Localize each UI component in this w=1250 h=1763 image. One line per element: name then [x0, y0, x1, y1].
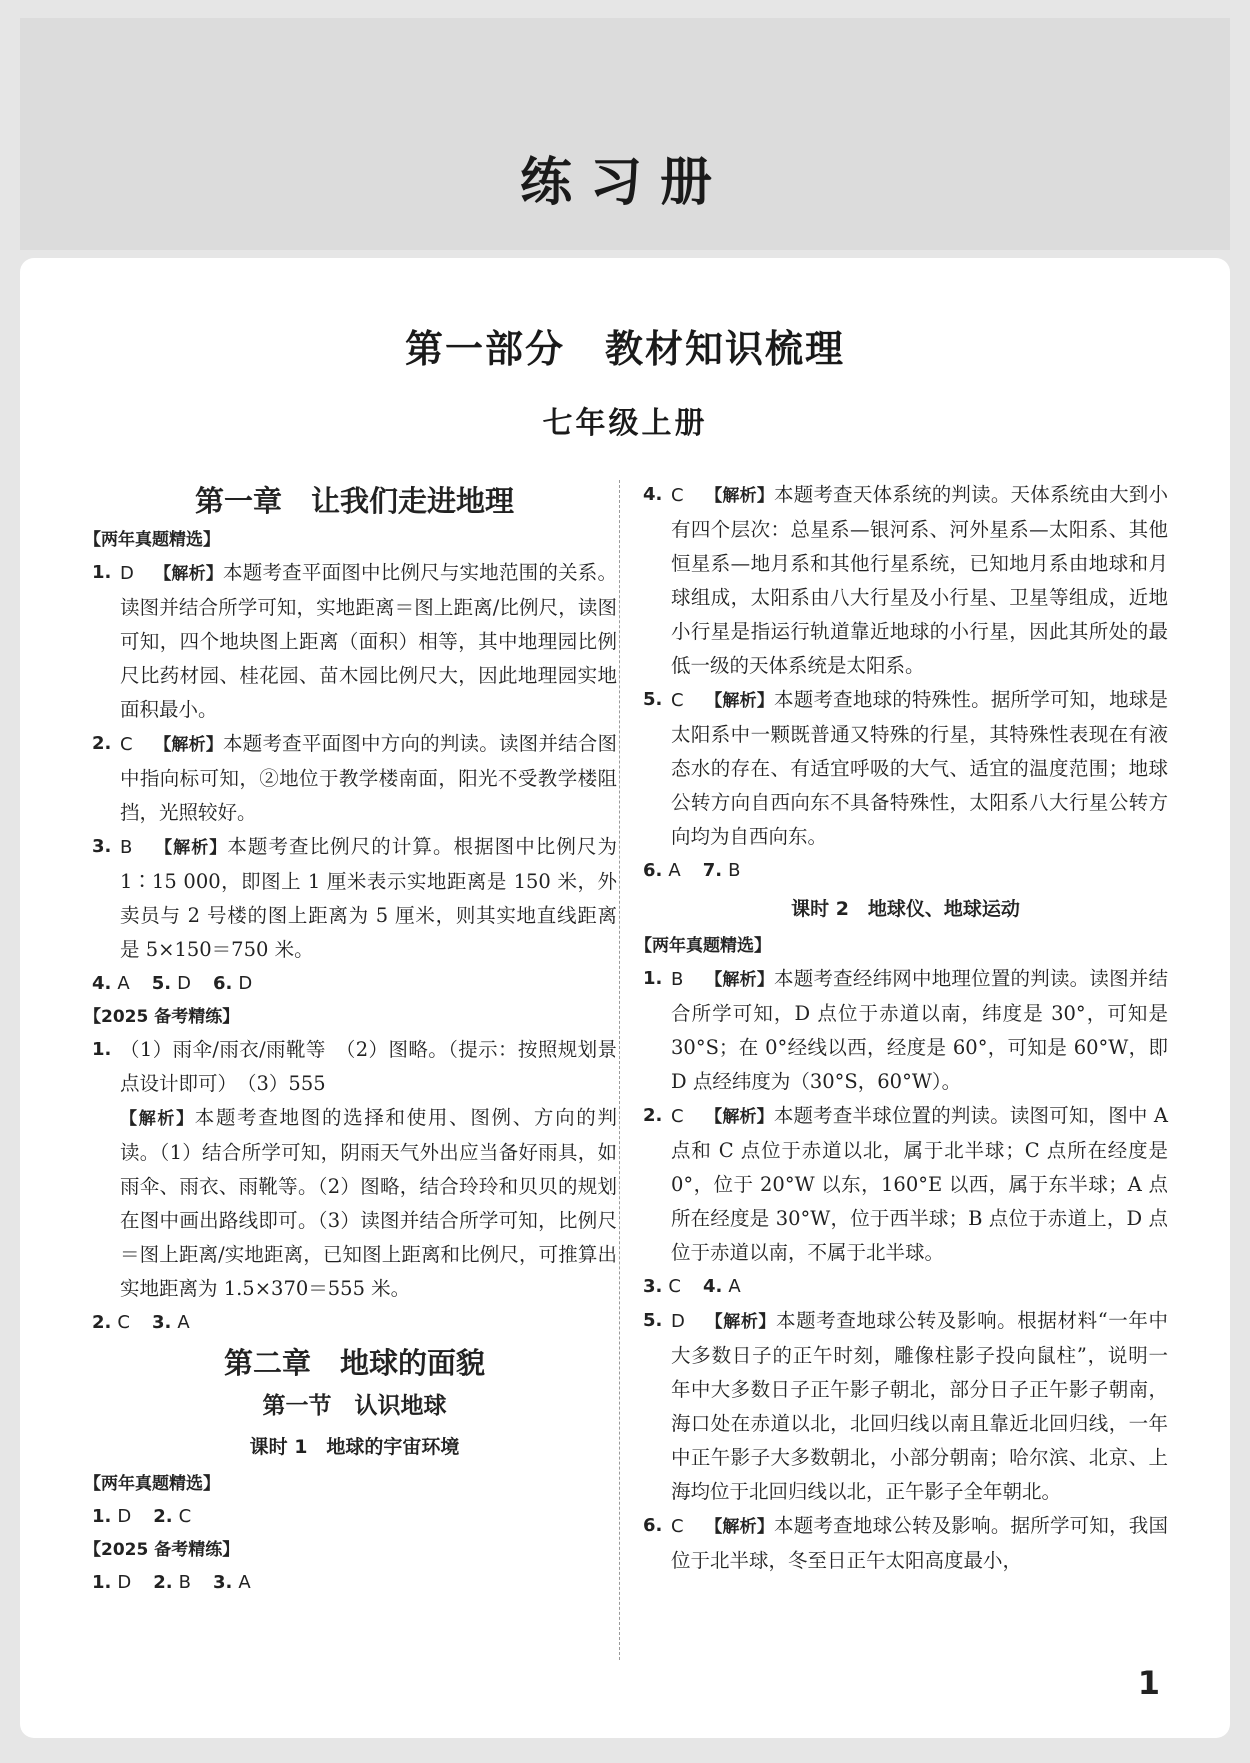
answer-item [92, 727, 617, 830]
answer-item [643, 1099, 1168, 1270]
question-number: 4. [643, 484, 663, 505]
analysis-tag: 【解析】 [154, 735, 224, 755]
part-title-name: 教材知识梳理 [605, 327, 846, 371]
question-number: 1. [92, 562, 112, 583]
answer-letter: B [178, 1572, 191, 1593]
question-number: 6. [643, 1515, 663, 1536]
answer-letter: C [671, 485, 684, 506]
section-heading: 第一节 认识地球 [262, 1393, 447, 1419]
short-answers [92, 1566, 617, 1600]
answer-letter: D [671, 1311, 685, 1332]
answer-letter: D [117, 1572, 132, 1593]
analysis-block [92, 1101, 617, 1306]
question-number: 3. [212, 1572, 233, 1593]
analysis-text: 本题考查地球公转及影响。根据材料“一年中大多数日子的正午时刻，雕像柱影子投向鼠柱”，说明一年中大多数日子正午影子朝北，部分日子正午影子朝南，海口处在赤道以北，北回归线以南且靠近北回归线，一年中正午影子大多数朝北，小部分朝南；哈尔滨、北京、上海均位于北回归线以北，正午影子全年朝北。 [671, 1309, 1168, 1503]
answer-item [643, 1509, 1168, 1578]
analysis-tag: 【解析】 [120, 1109, 195, 1129]
part-title [20, 318, 1230, 373]
short-answers [643, 854, 1168, 888]
answer-body [120, 556, 617, 727]
right-column [635, 478, 1168, 1578]
book-title: 练习册 [519, 153, 730, 213]
chapter-heading: 第一章 让我们走进地理 [194, 484, 514, 518]
analysis-tag: 【解析】 [154, 838, 228, 858]
answer-letter: D [238, 973, 253, 994]
answer-letter: C [178, 1506, 192, 1527]
analysis-text: 本题考查平面图中比例尺与实地范围的关系。读图并结合所学可知，实地距离＝图上距离/比例尺，读图可知，四个地块图上距离（面积）相等，其中地理园比例尺比药材园、桂花园、苗木园比例尺大，因此地理园实地面积最小。 [120, 561, 617, 721]
answer-letter: A [117, 973, 130, 994]
answer-letter: C [671, 1106, 684, 1127]
section-tag: 【两年真题精选】 [635, 936, 771, 956]
analysis-text: 本题考查平面图中方向的判读。读图并结合图中指向标可知，②地位于教学楼南面，阳光不受教学楼阻挡，光照较好。 [120, 732, 617, 824]
question-number: 1. [92, 1506, 112, 1527]
answer-letter: A [238, 1572, 251, 1593]
short-answers [92, 1306, 617, 1340]
question-number: 3. [643, 1276, 663, 1297]
question-number: 1. [643, 968, 663, 989]
section-tag: 【2025 备考精练】 [84, 1540, 240, 1560]
answer-letter: C [671, 690, 684, 711]
section-tag: 【两年真题精选】 [84, 530, 220, 550]
page-number: 1 [1137, 1664, 1160, 1702]
question-number: 4. [92, 973, 112, 994]
question-number: 2. [153, 1506, 173, 1527]
page-sheet [20, 258, 1230, 1738]
analysis-tag: 【解析】 [705, 1312, 777, 1332]
analysis-text: 本题考查地球的特殊性。据所学可知，地球是太阳系中一颗既普通又特殊的行星，其特殊性表现在有液态水的存在、有适宜呼吸的大气、适宜的温度范围；地球公转方向自西向东不具备特殊性，太阳系八大行星公转方向均为自西向东。 [671, 688, 1168, 848]
answer-letter: C [668, 1276, 681, 1297]
question-number: 3. [92, 836, 112, 857]
answer-item [643, 478, 1168, 683]
header-band [20, 18, 1230, 250]
answer-letter: A [728, 1276, 741, 1297]
answer-letter: C [117, 1312, 130, 1333]
answer-letter: C [120, 734, 133, 755]
question-number: 2. [153, 1572, 173, 1593]
analysis-text: 本题考查天体系统的判读。天体系统由大到小有四个层次：总星系—银河系、河外星系—太阳系、其他恒星系—地月系和其他行星系统，已知地月系由地球和月球组成，太阳系由八大行星及小行星、卫星等组成，近地小行星是指运行轨道靠近地球的小行星，因此其所处的最低一级的天体系统是太阳系。 [671, 483, 1168, 677]
short-answers [643, 1270, 1168, 1304]
answer-letter: D [120, 563, 134, 584]
question-number: 3. [151, 1312, 172, 1333]
analysis-tag: 【解析】 [154, 564, 224, 584]
answer-body [671, 1304, 1168, 1509]
analysis-text: 本题考查经纬网中地理位置的判读。读图并结合所学可知，D 点位于赤道以南，纬度是 30°，可知是 30°S；在 0°经线以西，经度是 60°，可知是 60°W，即 D 点经纬度为（30°S，60°W）。 [671, 967, 1168, 1093]
analysis-tag: 【解析】 [705, 970, 775, 990]
short-answers [92, 1500, 617, 1534]
answer-letter: A [668, 860, 681, 881]
question-number: 2. [643, 1105, 663, 1126]
answer-body [671, 478, 1168, 683]
answer-body [671, 962, 1168, 1099]
chapter-heading: 第二章 地球的面貌 [223, 1346, 485, 1380]
answer-item [643, 1304, 1168, 1509]
section-tag: 【2025 备考精练】 [84, 1007, 240, 1027]
answer-letter: B [671, 969, 684, 990]
grade-title: 七年级上册 [542, 406, 708, 441]
answer-letter: B [728, 860, 741, 881]
analysis-text: 本题考查地球公转及影响。据所学可知，我国位于北半球，冬至日正午太阳高度最小， [671, 1514, 1168, 1572]
answer-letter: D [177, 973, 191, 994]
question-number: 7. [702, 860, 723, 881]
question-number: 6. [212, 973, 233, 994]
analysis-text: 本题考查半球位置的判读。读图可知，图中 A 点和 C 点位于赤道以北，属于北半球；C 点所在经度是 0°，位于 20°W 以东，160°E 以西，属于东半球；A 点所在经度是 30°W，位于西半球；B 点位于赤道上，D 点位于赤道以南，不属于北半球。 [671, 1104, 1168, 1264]
answer-letter: D [117, 1506, 132, 1527]
question-number: 4. [702, 1276, 723, 1297]
question-number: 6. [643, 860, 663, 881]
answer-letter: B [120, 837, 133, 858]
lesson-heading: 课时 1 地球的宇宙环境 [249, 1436, 460, 1458]
answer-item [92, 556, 617, 727]
analysis-tag: 【解析】 [705, 1107, 774, 1127]
answer-body [120, 830, 617, 967]
short-answers [92, 967, 617, 1001]
question-number: 5. [643, 1310, 663, 1331]
analysis-tag: 【解析】 [705, 691, 775, 711]
answer-body: （1）雨伞/雨衣/雨靴等 （2）图略。（提示：按照规划景点设计即可） （3）555 [120, 1038, 617, 1095]
answer-item [643, 683, 1168, 854]
question-number: 1. [92, 1039, 112, 1060]
analysis-tag: 【解析】 [705, 486, 775, 506]
question-number: 5. [643, 689, 663, 710]
left-column [84, 478, 617, 1600]
part-title-number: 第一部分 [404, 327, 565, 371]
section-tag: 【两年真题精选】 [84, 1474, 220, 1494]
analysis-text: 本题考查地图的选择和使用、图例、方向的判读。（1）结合所学可知，阴雨天气外出应当备好雨具，如雨伞、雨衣、雨靴等。（2）图略，结合玲玲和贝贝的规划在图中画出路线即可。（3）读图并结合所学可知，比例尺＝图上距离/实地距离，已知图上距离和比例尺，可推算出实地距离为 1.5×370＝555 米。 [120, 1106, 617, 1300]
answer-body [671, 1509, 1168, 1578]
answer-item [643, 962, 1168, 1099]
column-divider [619, 480, 620, 1660]
answer-body [671, 1099, 1168, 1270]
question-number: 2. [92, 1312, 112, 1333]
answer-item [92, 830, 617, 967]
lesson-heading: 课时 2 地球仪、地球运动 [791, 898, 1020, 920]
question-number: 2. [92, 733, 112, 754]
question-number: 1. [92, 1572, 112, 1593]
analysis-text: 本题考查比例尺的计算。根据图中比例尺为 1∶15 000，即图上 1 厘米表示实地距离是 150 米，外卖员与 2 号楼的图上距离为 5 厘米，则其实地直线距离是 5×150＝750 米。 [120, 835, 617, 961]
question-number: 5. [151, 973, 172, 994]
answer-body [120, 727, 617, 830]
answer-letter: C [671, 1516, 684, 1537]
analysis-tag: 【解析】 [705, 1517, 775, 1537]
answer-letter: A [177, 1312, 190, 1333]
answer-item [92, 1033, 617, 1101]
answer-body [671, 683, 1168, 854]
